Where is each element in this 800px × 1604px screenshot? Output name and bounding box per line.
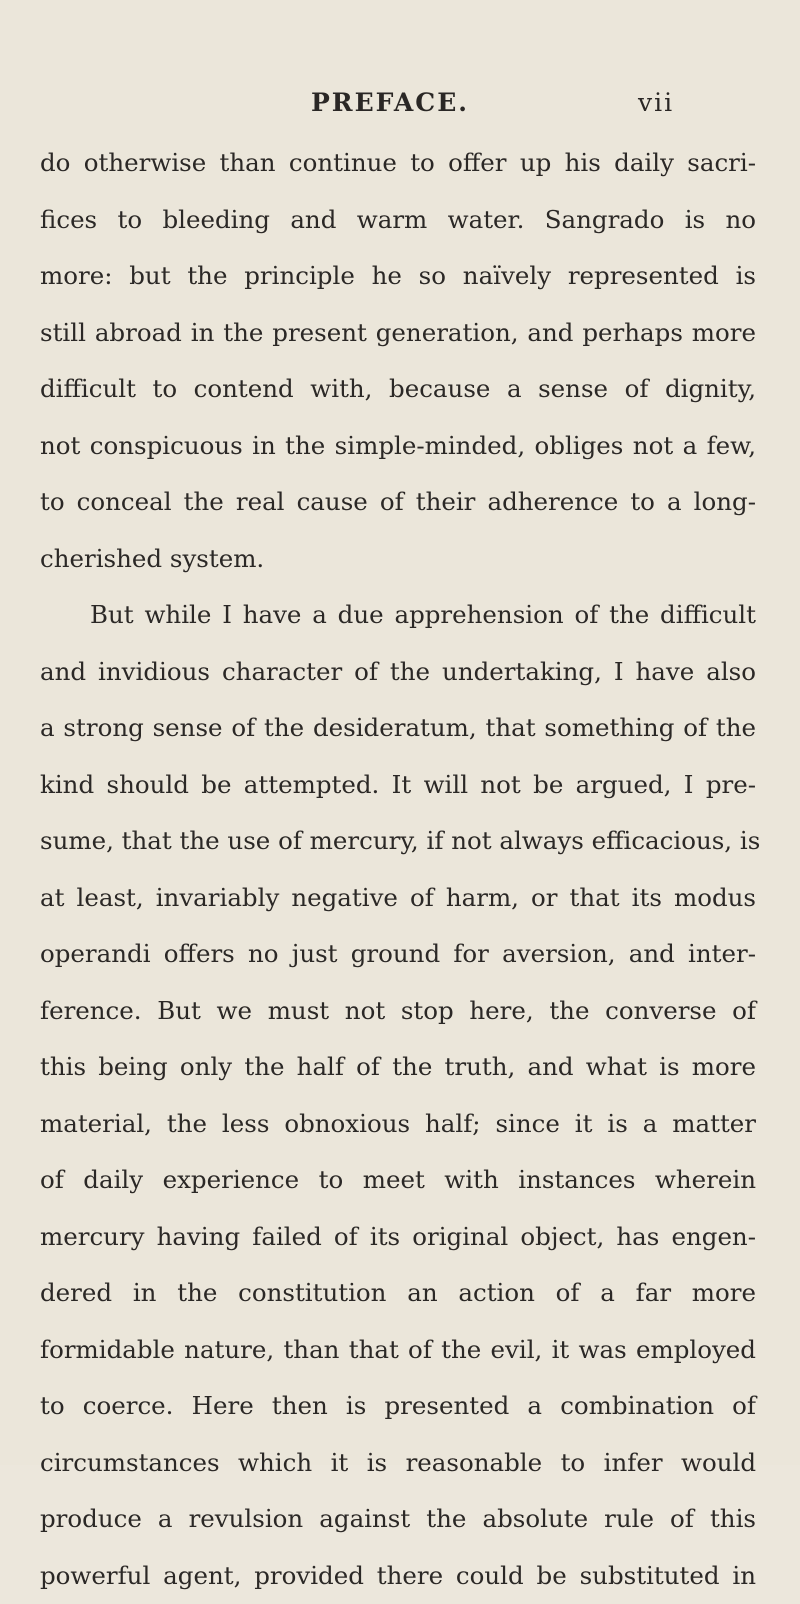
paragraph-end-line: cherished system. [40, 531, 756, 588]
running-head-title: PREFACE. [311, 88, 469, 117]
text-line: dered in the constitution an action of a far more [40, 1265, 756, 1322]
text-line: still abroad in the present generation, and perhaps more [40, 305, 756, 362]
running-head [0, 88, 800, 128]
text-line: fices to bleeding and warm water. Sangrado is no [40, 192, 756, 249]
text-line: to coerce. Here then is presented a combination of [40, 1378, 756, 1435]
text-line: material, the less obnoxious half; since it is a matter [40, 1096, 756, 1153]
text-line: not conspicuous in the simple-minded, obliges not a few, [40, 418, 756, 475]
text-line: of daily experience to meet with instances wherein [40, 1152, 756, 1209]
page-number: vii [638, 88, 674, 117]
text-line: mercury having failed of its original object, has engen- [40, 1209, 756, 1266]
text-line: do otherwise than continue to offer up his daily sacri- [40, 135, 756, 192]
text-line: this being only the half of the truth, and what is more [40, 1039, 756, 1096]
text-line: sume, that the use of mercury, if not always efficacious, is [40, 813, 756, 870]
text-line: at least, invariably negative of harm, or that its modus [40, 870, 756, 927]
text-line: formidable nature, than that of the evil, it was employed [40, 1322, 756, 1379]
body-text [40, 135, 756, 1604]
text-line: more: but the principle he so naïvely represented is [40, 248, 756, 305]
text-line: difficult to contend with, because a sense of dignity, [40, 361, 756, 418]
text-line: produce a revulsion against the absolute rule of this [40, 1491, 756, 1548]
text-line: kind should be attempted. It will not be argued, I pre- [40, 757, 756, 814]
text-line: operandi offers no just ground for aversion, and inter- [40, 926, 756, 983]
text-line: a strong sense of the desideratum, that something of the [40, 700, 756, 757]
text-line: and invidious character of the undertaking, I have also [40, 644, 756, 701]
text-line: powerful agent, provided there could be substituted in [40, 1548, 756, 1604]
paragraph-start-line: But while I have a due apprehension of the difficult [40, 587, 756, 644]
text-line: ference. But we must not stop here, the converse of [40, 983, 756, 1040]
text-line: to conceal the real cause of their adherence to a long- [40, 474, 756, 531]
text-line: circumstances which it is reasonable to infer would [40, 1435, 756, 1492]
